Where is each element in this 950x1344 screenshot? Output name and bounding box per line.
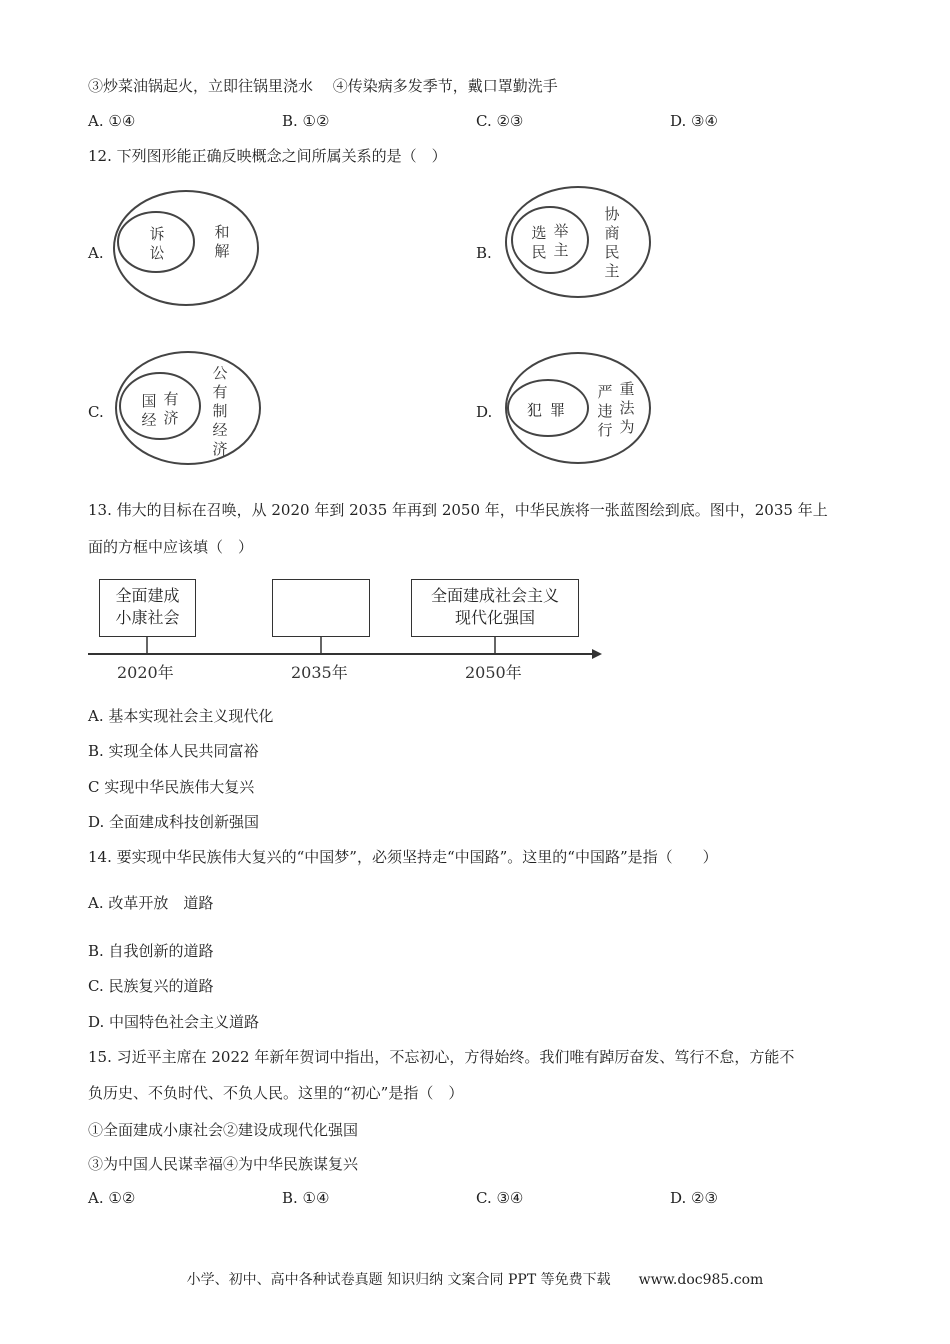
q15-option-a[interactable]: A. ①②: [88, 1189, 136, 1207]
venn-diagram-c[interactable]: [110, 348, 266, 468]
q15-stem-line2: 负历史、不负时代、不负人民。这里的“初心”是指（ ）: [88, 1084, 464, 1102]
venn-c-inner-right-text: 有 济: [163, 390, 179, 427]
q11-option-a[interactable]: A. ①④: [88, 112, 136, 130]
timeline-box-2020: 全面建成 小康社会: [99, 579, 196, 637]
venn-b-inner-right-text: 举 主: [553, 222, 569, 259]
inner-ellipse: [120, 373, 200, 439]
venn-c-outer-text: 公 有 制 经 济: [212, 364, 228, 458]
venn-c-inner-left-text: 国 经: [141, 392, 157, 429]
q15-option-d[interactable]: D. ②③: [670, 1189, 718, 1207]
q14-option-c[interactable]: C. 民族复兴的道路: [88, 977, 214, 995]
q11-option-c[interactable]: C. ②③: [476, 112, 524, 130]
q15-items-line1: ①全面建成小康社会②建设成现代化强国: [88, 1121, 359, 1139]
q11-option-d[interactable]: D. ③④: [670, 112, 718, 130]
q13-option-a[interactable]: A. 基本实现社会主义现代化: [88, 707, 274, 725]
q13-option-b[interactable]: B. 实现全体人民共同富裕: [88, 742, 259, 760]
q14-option-a[interactable]: A. 改革开放 道路: [88, 894, 214, 912]
outer-ellipse: [114, 191, 258, 305]
venn-b-inner-left-text: 选 民: [531, 224, 547, 261]
venn-b-outer-text: 协 商 民 主: [604, 205, 620, 280]
q15-option-b[interactable]: B. ①④: [282, 1189, 330, 1207]
venn-d-outer-right-text: 重 法 为: [619, 380, 635, 436]
q15-items-line2: ③为中国人民谋幸福④为中华民族谋复兴: [88, 1155, 359, 1173]
venn-d-outer-left-text: 严 违 行: [597, 383, 613, 439]
q12-option-c-letter[interactable]: C.: [88, 403, 104, 421]
q14-option-d[interactable]: D. 中国特色社会主义道路: [88, 1013, 260, 1031]
q11-option-b[interactable]: B. ①②: [282, 112, 330, 130]
timeline-box-2035-blank[interactable]: [272, 579, 370, 637]
page-footer: 小学、初中、高中各种试卷真题 知识归纳 文案合同 PPT 等免费下载 www.doc985.com: [186, 1272, 764, 1288]
q15-stem-line1: 15. 习近平主席在 2022 年新年贺词中指出，不忘初心，方得始终。我们唯有踔厉奋发、笃行不怠，方能不: [88, 1048, 795, 1066]
outer-ellipse: [116, 352, 260, 464]
q12-option-a-letter[interactable]: A.: [88, 244, 104, 262]
inner-ellipse: [512, 207, 588, 273]
q14-stem: 14. 要实现中华民族伟大复兴的“中国梦”，必须坚持走“中国路”。这里的“中国路”是指（ ）: [88, 848, 718, 866]
q12-stem: 12. 下列图形能正确反映概念之间所属关系的是（ ）: [88, 147, 447, 165]
q13-stem-line2: 面的方框中应该填（ ）: [88, 538, 254, 556]
venn-d-inner-text: 犯罪: [527, 401, 574, 419]
timeline-arrow-icon: [592, 649, 602, 659]
q13-option-d[interactable]: D. 全面建成科技创新强国: [88, 813, 260, 831]
timeline-year-2020: 2020年: [117, 663, 174, 682]
timeline-year-2035: 2035年: [291, 663, 348, 682]
timeline-box-2050: 全面建成社会主义 现代化强国: [411, 579, 579, 637]
timeline-year-2050: 2050年: [465, 663, 522, 682]
venn-diagram-a[interactable]: [110, 188, 265, 310]
q12-option-d-letter[interactable]: D.: [476, 403, 493, 421]
q13-stem-line1: 13. 伟大的目标在召唤，从 2020 年到 2035 年再到 2050 年，中华民族将一张蓝图绘到底。图中，2035 年上: [88, 501, 828, 519]
q15-option-c[interactable]: C. ③④: [476, 1189, 524, 1207]
q14-option-b[interactable]: B. 自我创新的道路: [88, 942, 214, 960]
venn-a-outer-text: 和 解: [214, 223, 230, 260]
q13-option-c[interactable]: C 实现中华民族伟大复兴: [88, 778, 255, 796]
outer-ellipse: [506, 187, 650, 297]
venn-a-inner-text: 诉 讼: [149, 225, 165, 262]
q11-items-line: ③炒菜油锅起火，立即往锅里浇水 ④传染病多发季节，戴口罩勤洗手: [88, 77, 558, 95]
venn-diagram-b[interactable]: [500, 184, 656, 302]
q12-option-b-letter[interactable]: B.: [476, 244, 492, 262]
